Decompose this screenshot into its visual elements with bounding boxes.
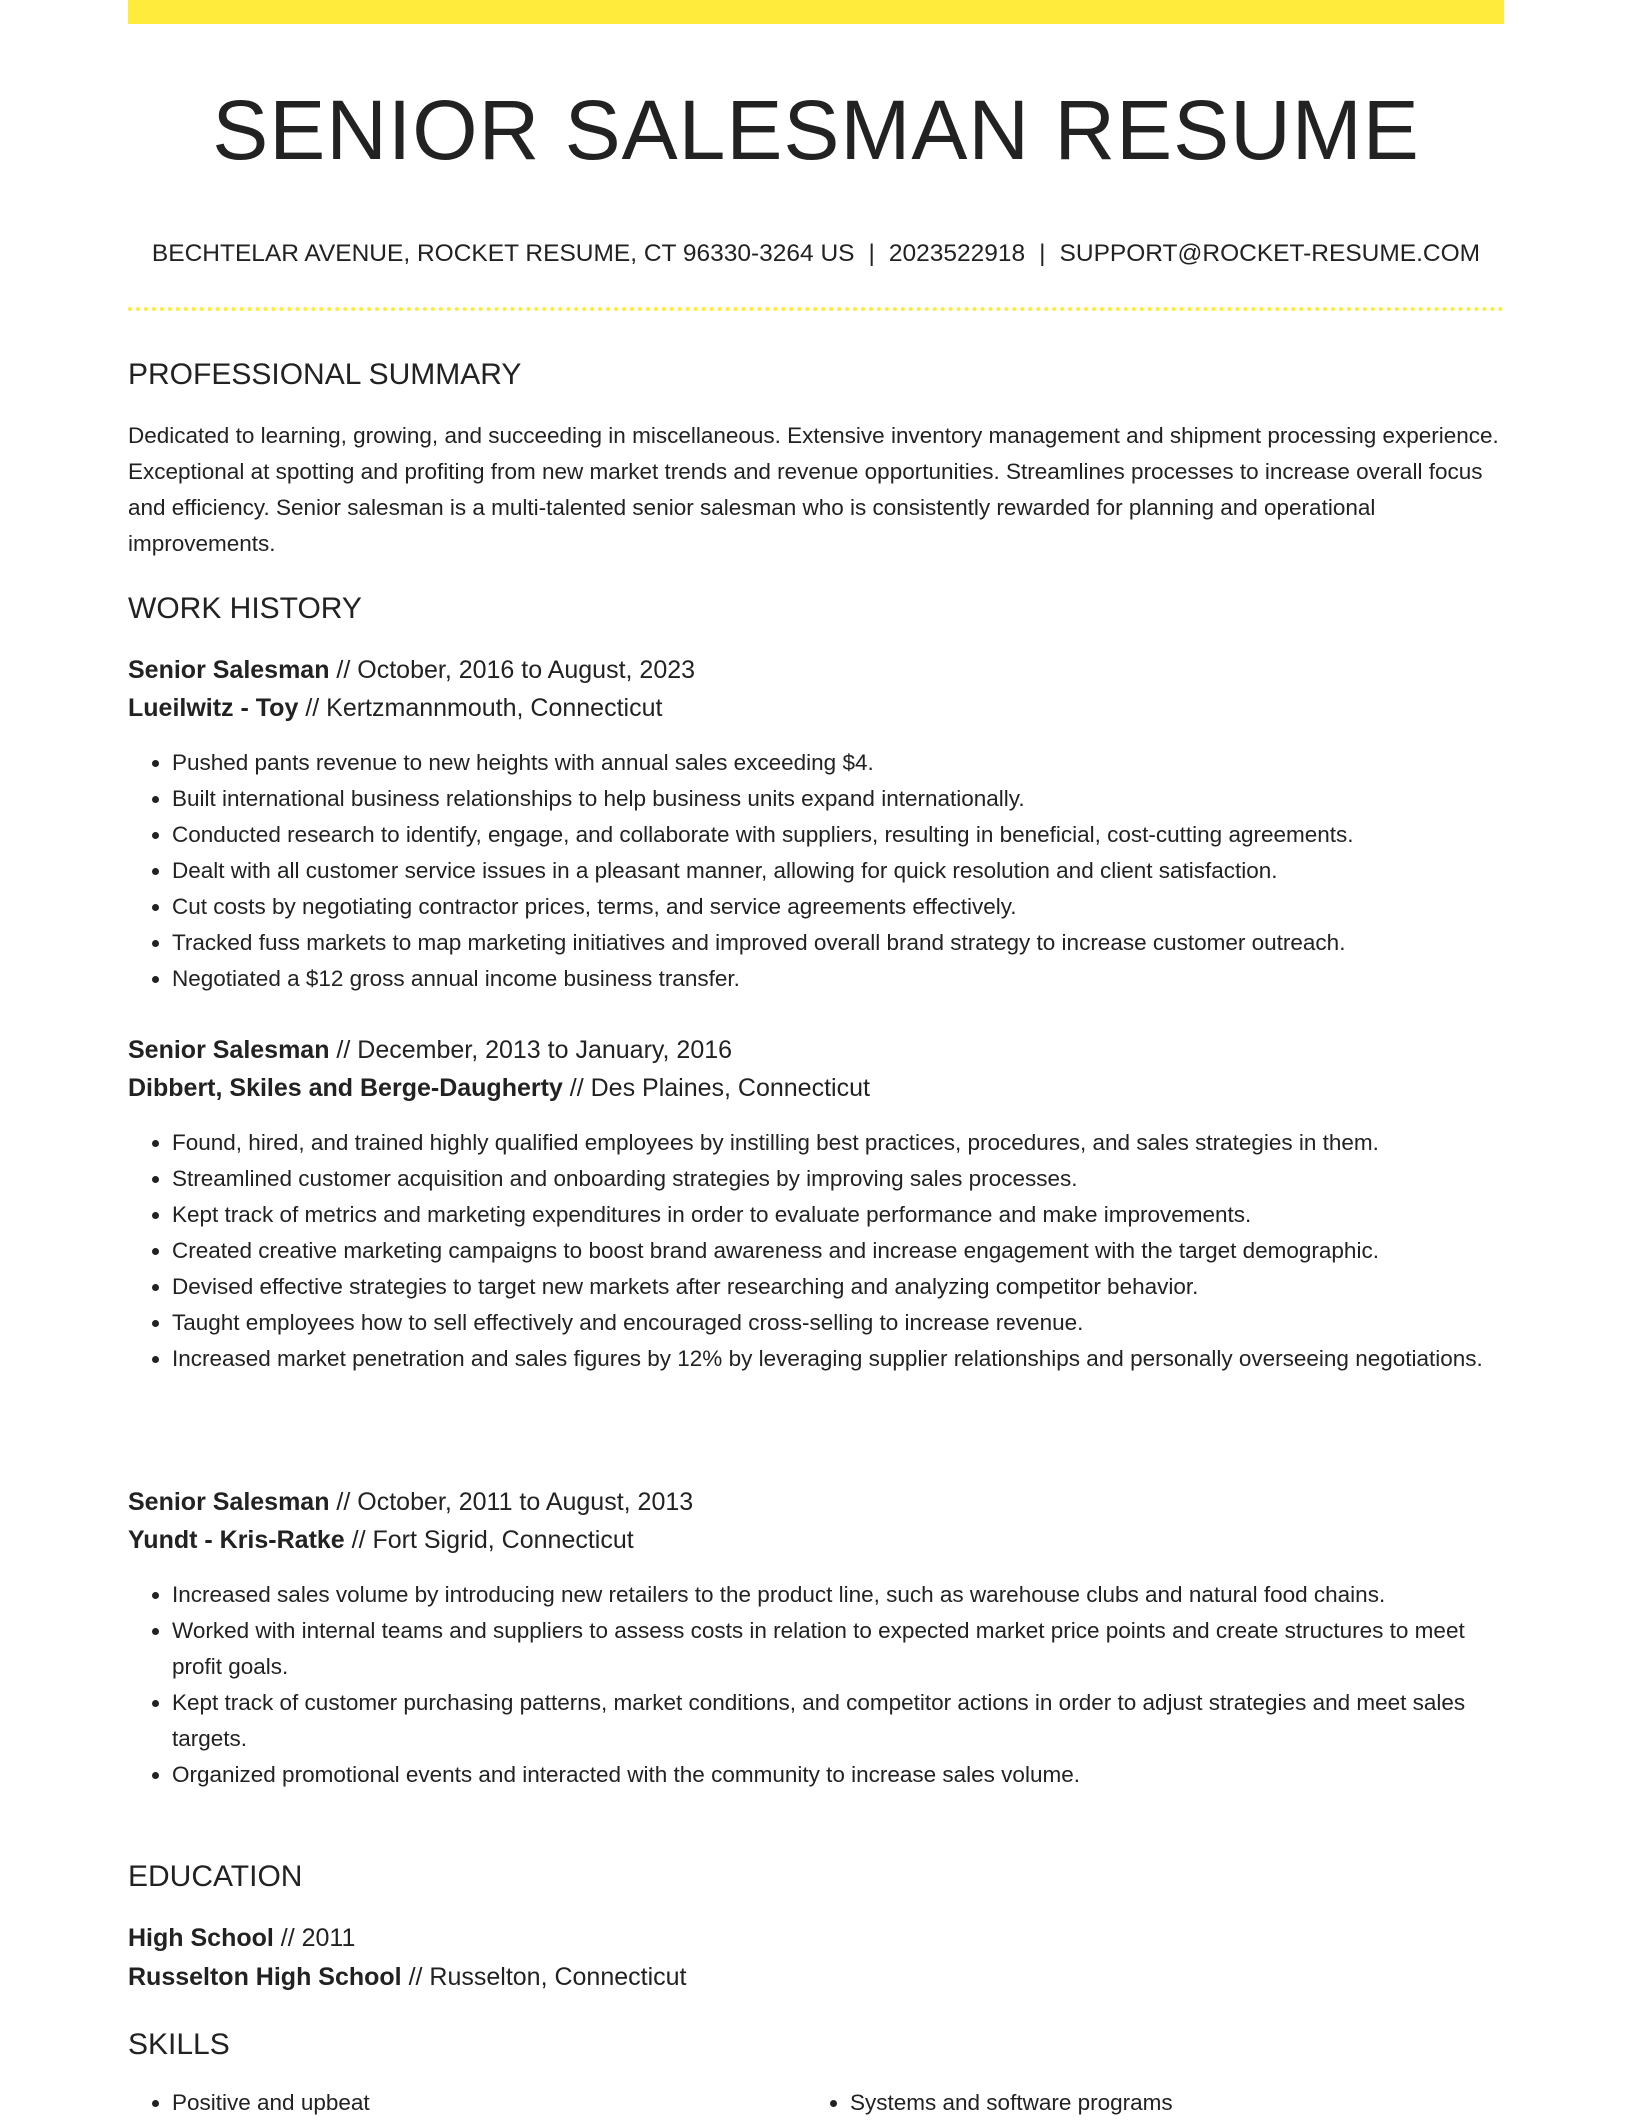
job-title: Senior Salesman [128, 1036, 330, 1064]
job-bullet: • Increased sales volume by introducing new retailers to the product line, such as warehouse clubs and natural food chains. [172, 1577, 1504, 1613]
job-bullet: • Increased market penetration and sales figures by 12% by leveraging supplier relationships and personally overseeing negotiations. [172, 1341, 1504, 1377]
skill-item: • Positive and upbeat [172, 2085, 792, 2121]
contact-phone: 2023522918 [888, 240, 1026, 267]
job-bullet: • Negotiated a $12 gross annual income business transfer. [172, 961, 1504, 997]
summary-heading: PROFESSIONAL SUMMARY [128, 358, 522, 391]
contact-separator: | [868, 240, 875, 267]
job-bullet: • Created creative marketing campaigns to boost brand awareness and increase engagement with the target demographic. [172, 1233, 1504, 1269]
header-divider [128, 307, 1504, 311]
job-location: // Kertzmannmouth, Connecticut [298, 694, 663, 722]
job-dates: // December, 2013 to January, 2016 [329, 1036, 733, 1064]
job-bullet: • Cut costs by negotiating contractor prices, terms, and service agreements effectively. [172, 889, 1504, 925]
job-company-line [128, 1070, 870, 1106]
education-degree: High School [128, 1924, 274, 1952]
job-bullet: • Pushed pants revenue to new heights with annual sales exceeding $4. [172, 745, 1504, 781]
job-bullet: • Streamlined customer acquisition and onboarding strategies by improving sales processes. [172, 1161, 1504, 1197]
skills-column-left [128, 2085, 792, 2121]
education-year: // 2011 [273, 1924, 356, 1952]
skills-heading: SKILLS [128, 2028, 230, 2061]
job-bullets [128, 745, 1504, 997]
education-school-line [128, 1959, 687, 1995]
job-dates: // October, 2011 to August, 2013 [329, 1488, 694, 1516]
resume-title: SENIOR SALESMAN RESUME [212, 83, 1420, 177]
job-title-line [128, 652, 695, 688]
job-bullet: • Devised effective strategies to target new markets after researching and analyzing competitor behavior. [172, 1269, 1504, 1305]
job-bullets [128, 1577, 1504, 1793]
job-company-line [128, 1522, 634, 1558]
job-bullet: • Built international business relationships to help business units expand internationally. [172, 781, 1504, 817]
contact-email[interactable]: SUPPORT@ROCKET-RESUME.COM [1059, 240, 1481, 267]
job-bullet: • Kept track of customer purchasing patterns, market conditions, and competitor actions in order to adjust strategies and meet sales targets. [172, 1685, 1504, 1757]
job-title: Senior Salesman [128, 1488, 330, 1516]
summary-text: Dedicated to learning, growing, and succeeding in miscellaneous. Extensive inventory management and shipment processing experience. Exceptional at spotting and profiting from new market trends and revenue opportunities. Streamlines processes to increase overall focus and efficiency. Senior salesman is a multi-talented senior salesman who is consistently rewarded for planning and operational improvements. [128, 423, 1499, 556]
job-bullet: • Organized promotional events and interacted with the community to increase sales volume. [172, 1757, 1504, 1793]
job-title: Senior Salesman [128, 656, 330, 684]
education-degree-line [128, 1920, 355, 1956]
job-bullet: • Kept track of metrics and marketing expenditures in order to evaluate performance and make improvements. [172, 1197, 1504, 1233]
job-bullet: • Conducted research to identify, engage, and collaborate with suppliers, resulting in beneficial, cost-cutting agreements. [172, 817, 1504, 853]
job-bullet: • Worked with internal teams and suppliers to assess costs in relation to expected market price points and create structures to meet profit goals. [172, 1613, 1504, 1685]
job-dates: // October, 2016 to August, 2023 [329, 656, 696, 684]
job-bullet: • Tracked fuss markets to map marketing initiatives and improved overall brand strategy to increase customer outreach. [172, 925, 1504, 961]
job-bullet: • Taught employees how to sell effectively and encouraged cross-selling to increase revenue. [172, 1305, 1504, 1341]
job-bullet: • Dealt with all customer service issues in a pleasant manner, allowing for quick resolution and client satisfaction. [172, 853, 1504, 889]
job-company: Lueilwitz - Toy [128, 694, 299, 722]
contact-line [128, 236, 1504, 272]
job-bullet: • Found, hired, and trained highly qualified employees by instilling best practices, procedures, and sales strategies in them. [172, 1125, 1504, 1161]
job-title-line [128, 1032, 732, 1068]
skill-item: • Systems and software programs [850, 2085, 1504, 2121]
top-accent-bar [128, 0, 1504, 24]
contact-address: BECHTELAR AVENUE, ROCKET RESUME, CT 96330-3264 US [151, 240, 855, 267]
education-location: // Russelton, Connecticut [401, 1963, 687, 1991]
job-company-line [128, 690, 662, 726]
education-school: Russelton High School [128, 1963, 402, 1991]
job-company: Yundt - Kris-Ratke [128, 1526, 345, 1554]
job-location: // Fort Sigrid, Connecticut [344, 1526, 634, 1554]
contact-separator: | [1039, 240, 1046, 267]
work-history-heading: WORK HISTORY [128, 592, 362, 625]
job-location: // Des Plaines, Connecticut [562, 1074, 870, 1102]
job-title-line [128, 1484, 693, 1520]
education-heading: EDUCATION [128, 1860, 303, 1893]
job-bullets [128, 1125, 1504, 1377]
job-company: Dibbert, Skiles and Berge-Daugherty [128, 1074, 563, 1102]
skills-column-right [806, 2085, 1504, 2121]
